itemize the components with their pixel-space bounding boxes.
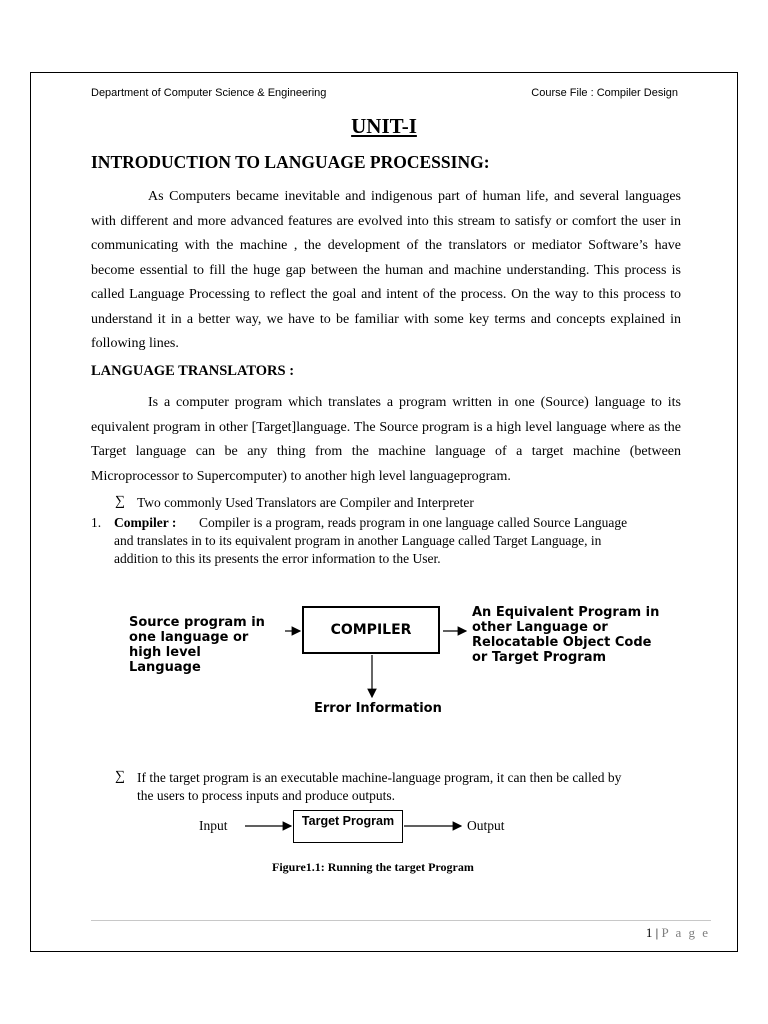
footer-divider <box>91 920 711 921</box>
compiler-def-line2: and translates in to its equivalent program in another Language called Target Language, in <box>114 533 602 548</box>
header-department: Department of Computer Science & Engineering <box>91 87 327 99</box>
intro-paragraph-text: As Computers became inevitable and indigenous part of human life, and several languages with different and more advanced features are evolved into this stream to satisfy or comfort the user in communicating with the machine , the development of the translators or mediator Software’s have become essential to fill the huge gap between the human and machine understanding. This process is called Language Processing to reflect the goal and intent of the process. On the way to this process to understand it in a better way, we have to be familiar with some key terms and concepts explained in following lines. <box>91 189 681 351</box>
output-label-line: Relocatable Object Code <box>472 635 652 650</box>
footer-separator: | <box>655 925 659 940</box>
input-label-line: Language <box>129 660 201 675</box>
figure-caption: Figure1.1: Running the target Program <box>272 860 474 874</box>
list-number: 1. <box>91 515 102 530</box>
input-label-line: one language or <box>129 630 249 645</box>
target-program-box <box>293 810 403 843</box>
compiler-term: Compiler : <box>114 515 177 530</box>
section-heading-intro: INTRODUCTION TO LANGUAGE PROCESSING: <box>91 152 490 172</box>
target-output-label: Output <box>467 818 505 833</box>
input-label-line: Source program in <box>129 615 265 630</box>
input-label-line: high level <box>129 645 201 660</box>
translators-paragraph-text: Is a computer program which translates a program written in one (Source) language to its equivalent program in other [Target]language. The Source program is a high level language where as the Target language can be any thing from the machine language of a target machine (between Microprocessor to Supercomputer) to another high level languageprogram. <box>91 395 681 484</box>
output-label-line: An Equivalent Program in <box>472 605 660 620</box>
output-label-line: or Target Program <box>472 650 607 665</box>
compiler-box-label: COMPILER <box>330 621 412 638</box>
sigma-bullet-icon: ∑ <box>115 494 125 509</box>
page-footer <box>646 925 710 941</box>
bullet-target-line1: If the target program is an executable machine-language program, it can then be called by <box>137 770 622 785</box>
header-course: Course File : Compiler Design <box>531 87 678 99</box>
section-heading-translators: LANGUAGE TRANSLATORS : <box>91 363 295 379</box>
target-program-label: Target Program <box>301 814 395 828</box>
compiler-def-line1: Compiler is a program, reads program in one language called Source Language <box>199 515 628 530</box>
compiler-def-line3: addition to this its presents the error information to the User. <box>114 551 441 566</box>
bullet-target-line2: the users to process inputs and produce outputs. <box>137 788 395 803</box>
error-information-label: Error Information <box>314 701 442 716</box>
bullet-translators-text: Two commonly Used Translators are Compiler and Interpreter <box>137 495 474 510</box>
unit-title: UNIT-I <box>351 114 417 138</box>
output-label-line: other Language or <box>472 620 608 635</box>
sigma-bullet-icon: ∑ <box>115 769 125 784</box>
target-input-label: Input <box>199 818 228 833</box>
page-word: P a g e <box>661 925 710 940</box>
page-number: 1 <box>645 925 653 940</box>
